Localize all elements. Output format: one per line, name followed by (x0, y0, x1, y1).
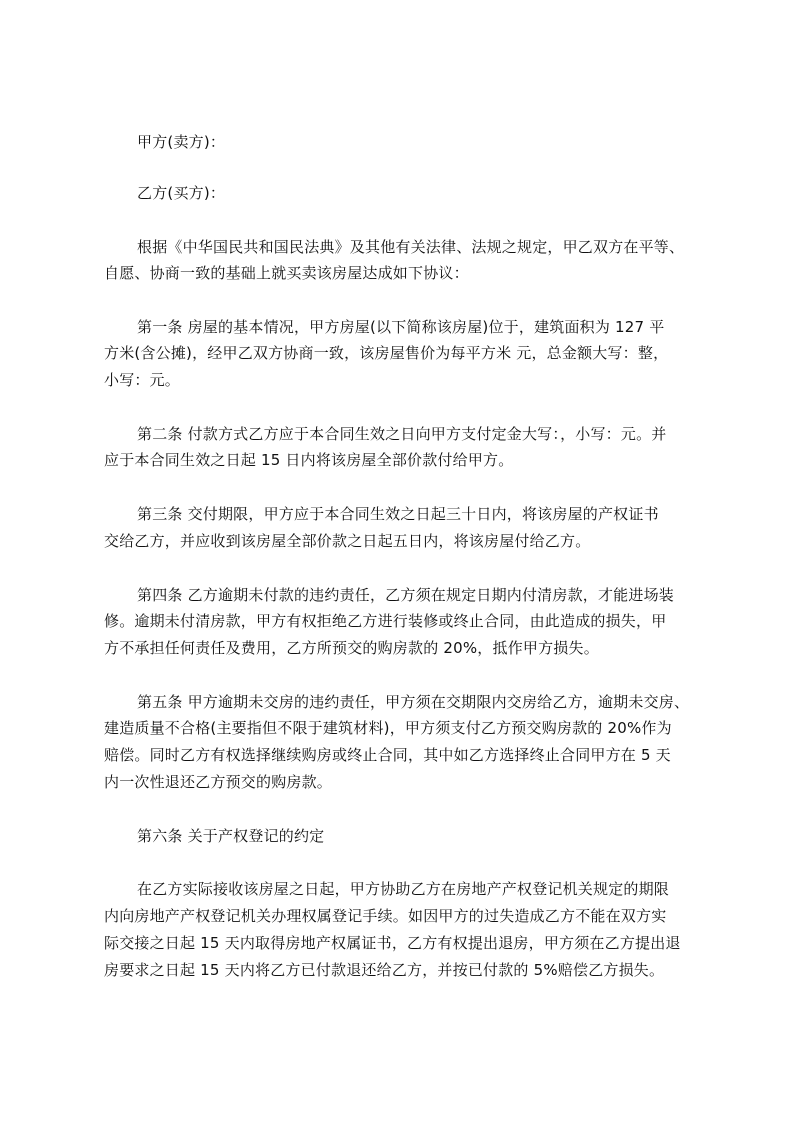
article-4-line: 修。逾期未付清房款，甲方有权拒绝乙方进行装修或终止合同，由此造成的损失，甲 (104, 612, 667, 630)
preamble-line: 自愿、协商一致的基础上就买卖该房屋达成如下协议： (104, 264, 469, 282)
article-2-line: 应于本合同生效之日起 15 日内将该房屋全部价款付给甲方。 (104, 451, 514, 469)
article-3-line: 第三条 交付期限，甲方应于本合同生效之日起三十日内，将该房屋的产权证书 (137, 505, 659, 523)
article-4-line: 方不承担任何责任及费用，乙方所预交的购房款的 20%，抵作甲方损失。 (104, 639, 599, 657)
article-6-line: 在乙方实际接收该房屋之日起，甲方协助乙方在房地产产权登记机关规定的期限 (137, 880, 670, 898)
party-a-label: 甲方(卖方)： (137, 133, 226, 151)
article-6-line: 际交接之日起 15 天内取得房地产权属证书，乙方有权提出退房，甲方须在乙方提出退 (104, 934, 681, 952)
article-2-line: 第二条 付款方式乙方应于本合同生效之日向甲方支付定金大写：，小写：元。并 (137, 425, 667, 443)
article-5-line: 内一次性退还乙方预交的购房款。 (104, 773, 333, 791)
article-6-title: 第六条 关于产权登记的约定 (137, 827, 325, 845)
article-5-line: 建造质量不合格(主要指但不限于建筑材料)，甲方须支付乙方预交购房款的 20%作为 (104, 719, 672, 737)
article-1-line: 方米(含公摊)，经甲乙双方协商一致，该房屋售价为每平方米 元，总金额大写：整， (104, 344, 669, 362)
article-5-line: 第五条 甲方逾期未交房的违约责任，甲方须在交期限内交房给乙方，逾期未交房、 (137, 693, 690, 711)
article-3-line: 交给乙方，并应收到该房屋全部价款之日起五日内，将该房屋付给乙方。 (104, 532, 591, 550)
article-4-line: 第四条 乙方逾期未付款的违约责任，乙方须在规定日期内付清房款，才能进场装 (137, 586, 674, 604)
preamble-line: 根据《中华国民共和国民法典》及其他有关法律、法规之规定，甲乙双方在平等、 (137, 238, 685, 256)
article-6-line: 房要求之日起 15 天内将乙方已付款退还给乙方，并按已付款的 5%赔偿乙方损失。 (104, 961, 665, 979)
party-b-label: 乙方(买方)： (137, 184, 226, 202)
article-1-line: 小写：元。 (104, 371, 181, 389)
article-5-line: 赔偿。同时乙方有权选择继续购房或终止合同，其中如乙方选择终止合同甲方在 5 天 (104, 746, 671, 764)
article-6-line: 内向房地产产权登记机关办理权属登记手续。如因甲方的过失造成乙方不能在双方实 (104, 907, 667, 925)
article-1-line: 第一条 房屋的基本情况，甲方房屋(以下简称该房屋)位于，建筑面积为 127 平 (137, 318, 665, 336)
